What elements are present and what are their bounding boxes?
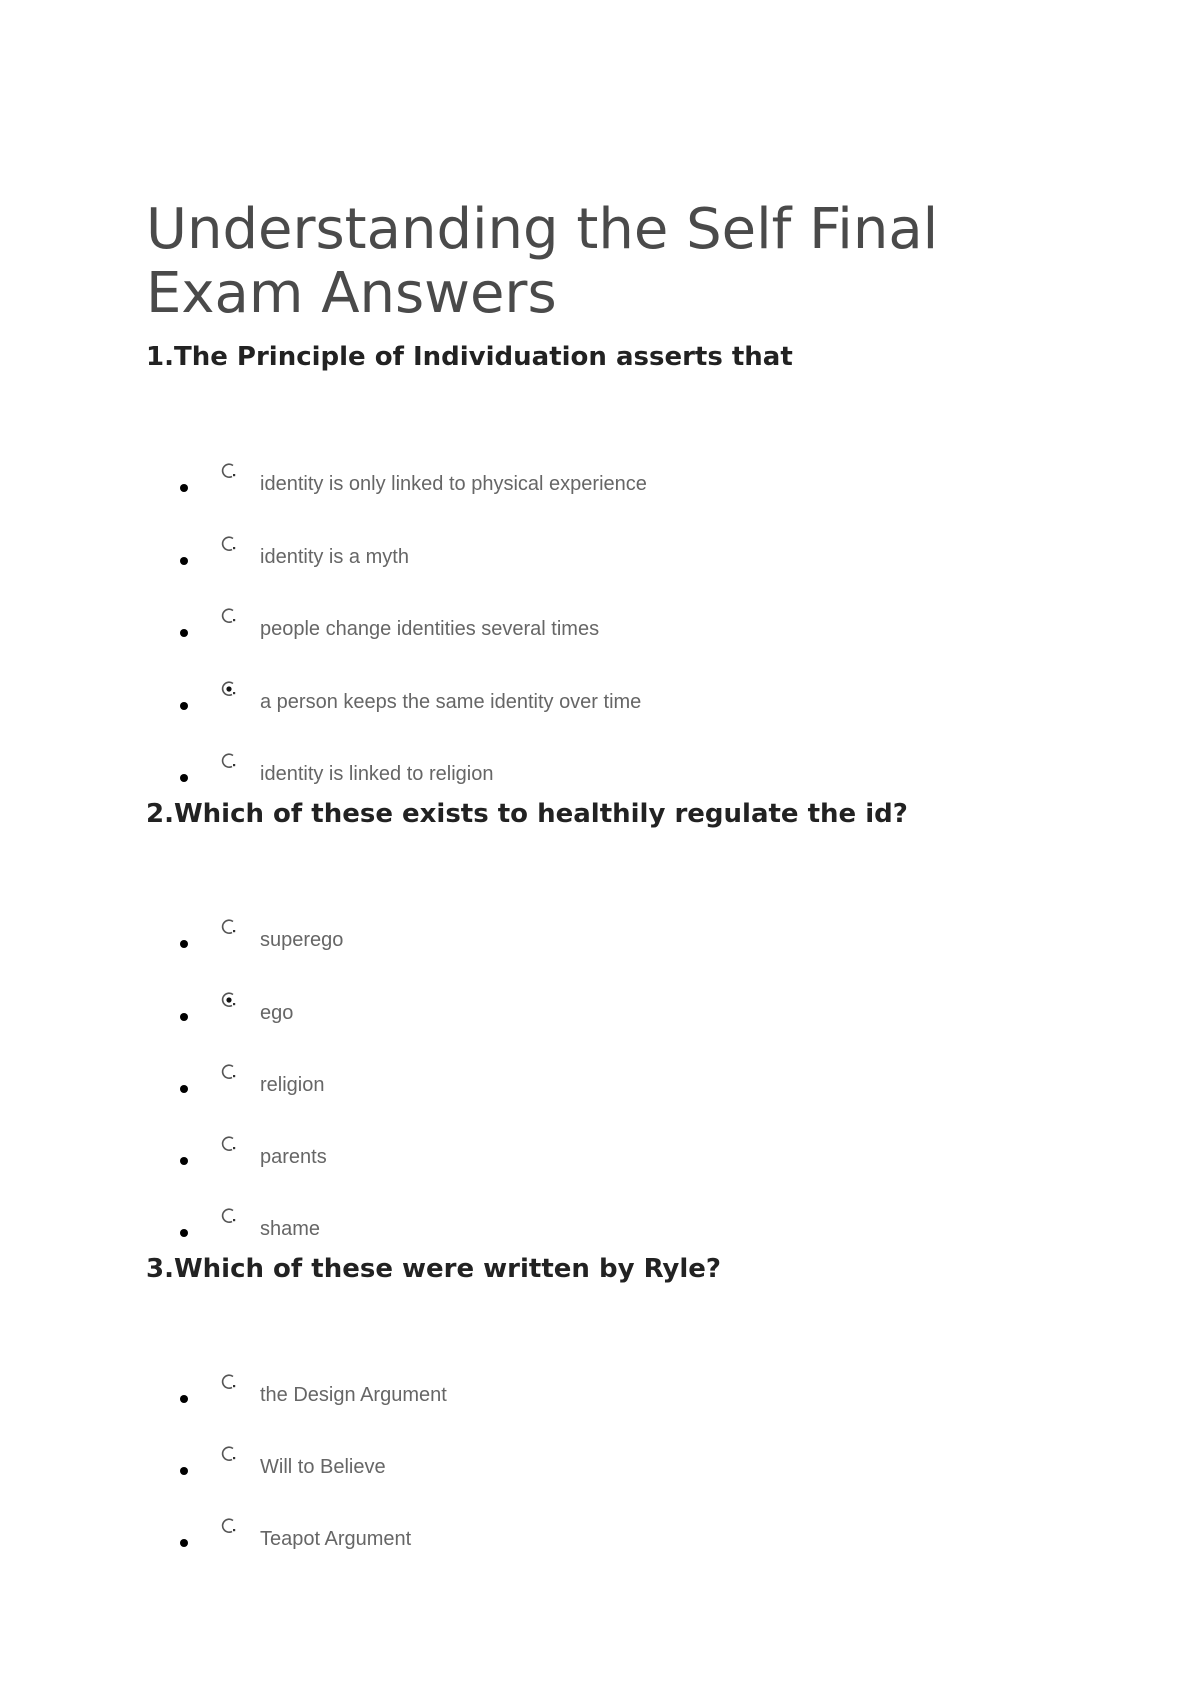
option-label: identity is linked to religion — [260, 763, 494, 785]
option-label: parents — [260, 1146, 327, 1168]
page-title: Understanding the Self Final Exam Answers — [146, 197, 939, 326]
option-label: people change identities several times — [260, 618, 600, 640]
radio-button-icon[interactable] — [220, 607, 238, 625]
question-number: 1. — [146, 342, 174, 372]
question-number: 3. — [146, 1254, 174, 1284]
option-label: religion — [260, 1074, 325, 1096]
bullet-icon — [180, 484, 188, 492]
bullet-icon — [180, 1013, 188, 1021]
option-label: Teapot Argument — [260, 1528, 412, 1550]
radio-button-icon[interactable] — [220, 1135, 238, 1153]
bullet-icon — [180, 1467, 188, 1475]
radio-button-icon[interactable] — [220, 752, 238, 770]
radio-button-selected-icon[interactable] — [220, 991, 238, 1009]
answer-option[interactable] — [180, 1063, 980, 1103]
option-label: identity is a myth — [260, 546, 409, 568]
question-text: The Principle of Individuation asserts that — [173, 342, 793, 372]
answer-option[interactable] — [180, 1207, 980, 1247]
bullet-icon — [180, 1157, 188, 1165]
radio-button-icon[interactable] — [220, 1207, 238, 1225]
option-label: shame — [260, 1218, 321, 1240]
radio-button-icon[interactable] — [220, 1063, 238, 1081]
answer-option[interactable] — [180, 535, 980, 575]
bullet-icon — [180, 1085, 188, 1093]
bullet-icon — [180, 940, 188, 948]
option-label: a person keeps the same identity over time — [260, 691, 642, 713]
bullet-icon — [180, 702, 188, 710]
option-label: superego — [260, 929, 344, 951]
bullet-icon — [180, 774, 188, 782]
option-label: ego — [260, 1002, 294, 1024]
bullet-icon — [180, 1395, 188, 1403]
bullet-icon — [180, 629, 188, 637]
radio-button-icon[interactable] — [220, 1373, 238, 1391]
answer-option[interactable] — [180, 680, 980, 720]
answer-option[interactable] — [180, 462, 980, 502]
radio-button-icon[interactable] — [220, 1445, 238, 1463]
question-1-heading — [146, 340, 793, 374]
answer-option[interactable] — [180, 918, 980, 958]
radio-button-selected-icon[interactable] — [220, 680, 238, 698]
option-label: identity is only linked to physical experience — [260, 473, 647, 495]
radio-button-icon[interactable] — [220, 1517, 238, 1535]
option-label: the Design Argument — [260, 1384, 447, 1406]
answer-option[interactable] — [180, 1135, 980, 1175]
answer-option[interactable] — [180, 1517, 980, 1557]
answer-option[interactable] — [180, 1445, 980, 1485]
answer-option[interactable] — [180, 752, 980, 792]
question-3-heading — [146, 1252, 721, 1286]
radio-button-icon[interactable] — [220, 535, 238, 553]
question-text: Which of these were written by Ryle? — [173, 1254, 722, 1284]
answer-option[interactable] — [180, 1373, 980, 1413]
option-label: Will to Believe — [260, 1456, 386, 1478]
radio-button-icon[interactable] — [220, 462, 238, 480]
question-number: 2. — [146, 799, 174, 829]
radio-button-icon[interactable] — [220, 918, 238, 936]
bullet-icon — [180, 1229, 188, 1237]
bullet-icon — [180, 557, 188, 565]
answer-option[interactable] — [180, 991, 980, 1031]
question-2-heading — [146, 797, 908, 831]
bullet-icon — [180, 1539, 188, 1547]
question-text: Which of these exists to healthily regulate the id? — [173, 799, 908, 829]
answer-option[interactable] — [180, 607, 980, 647]
